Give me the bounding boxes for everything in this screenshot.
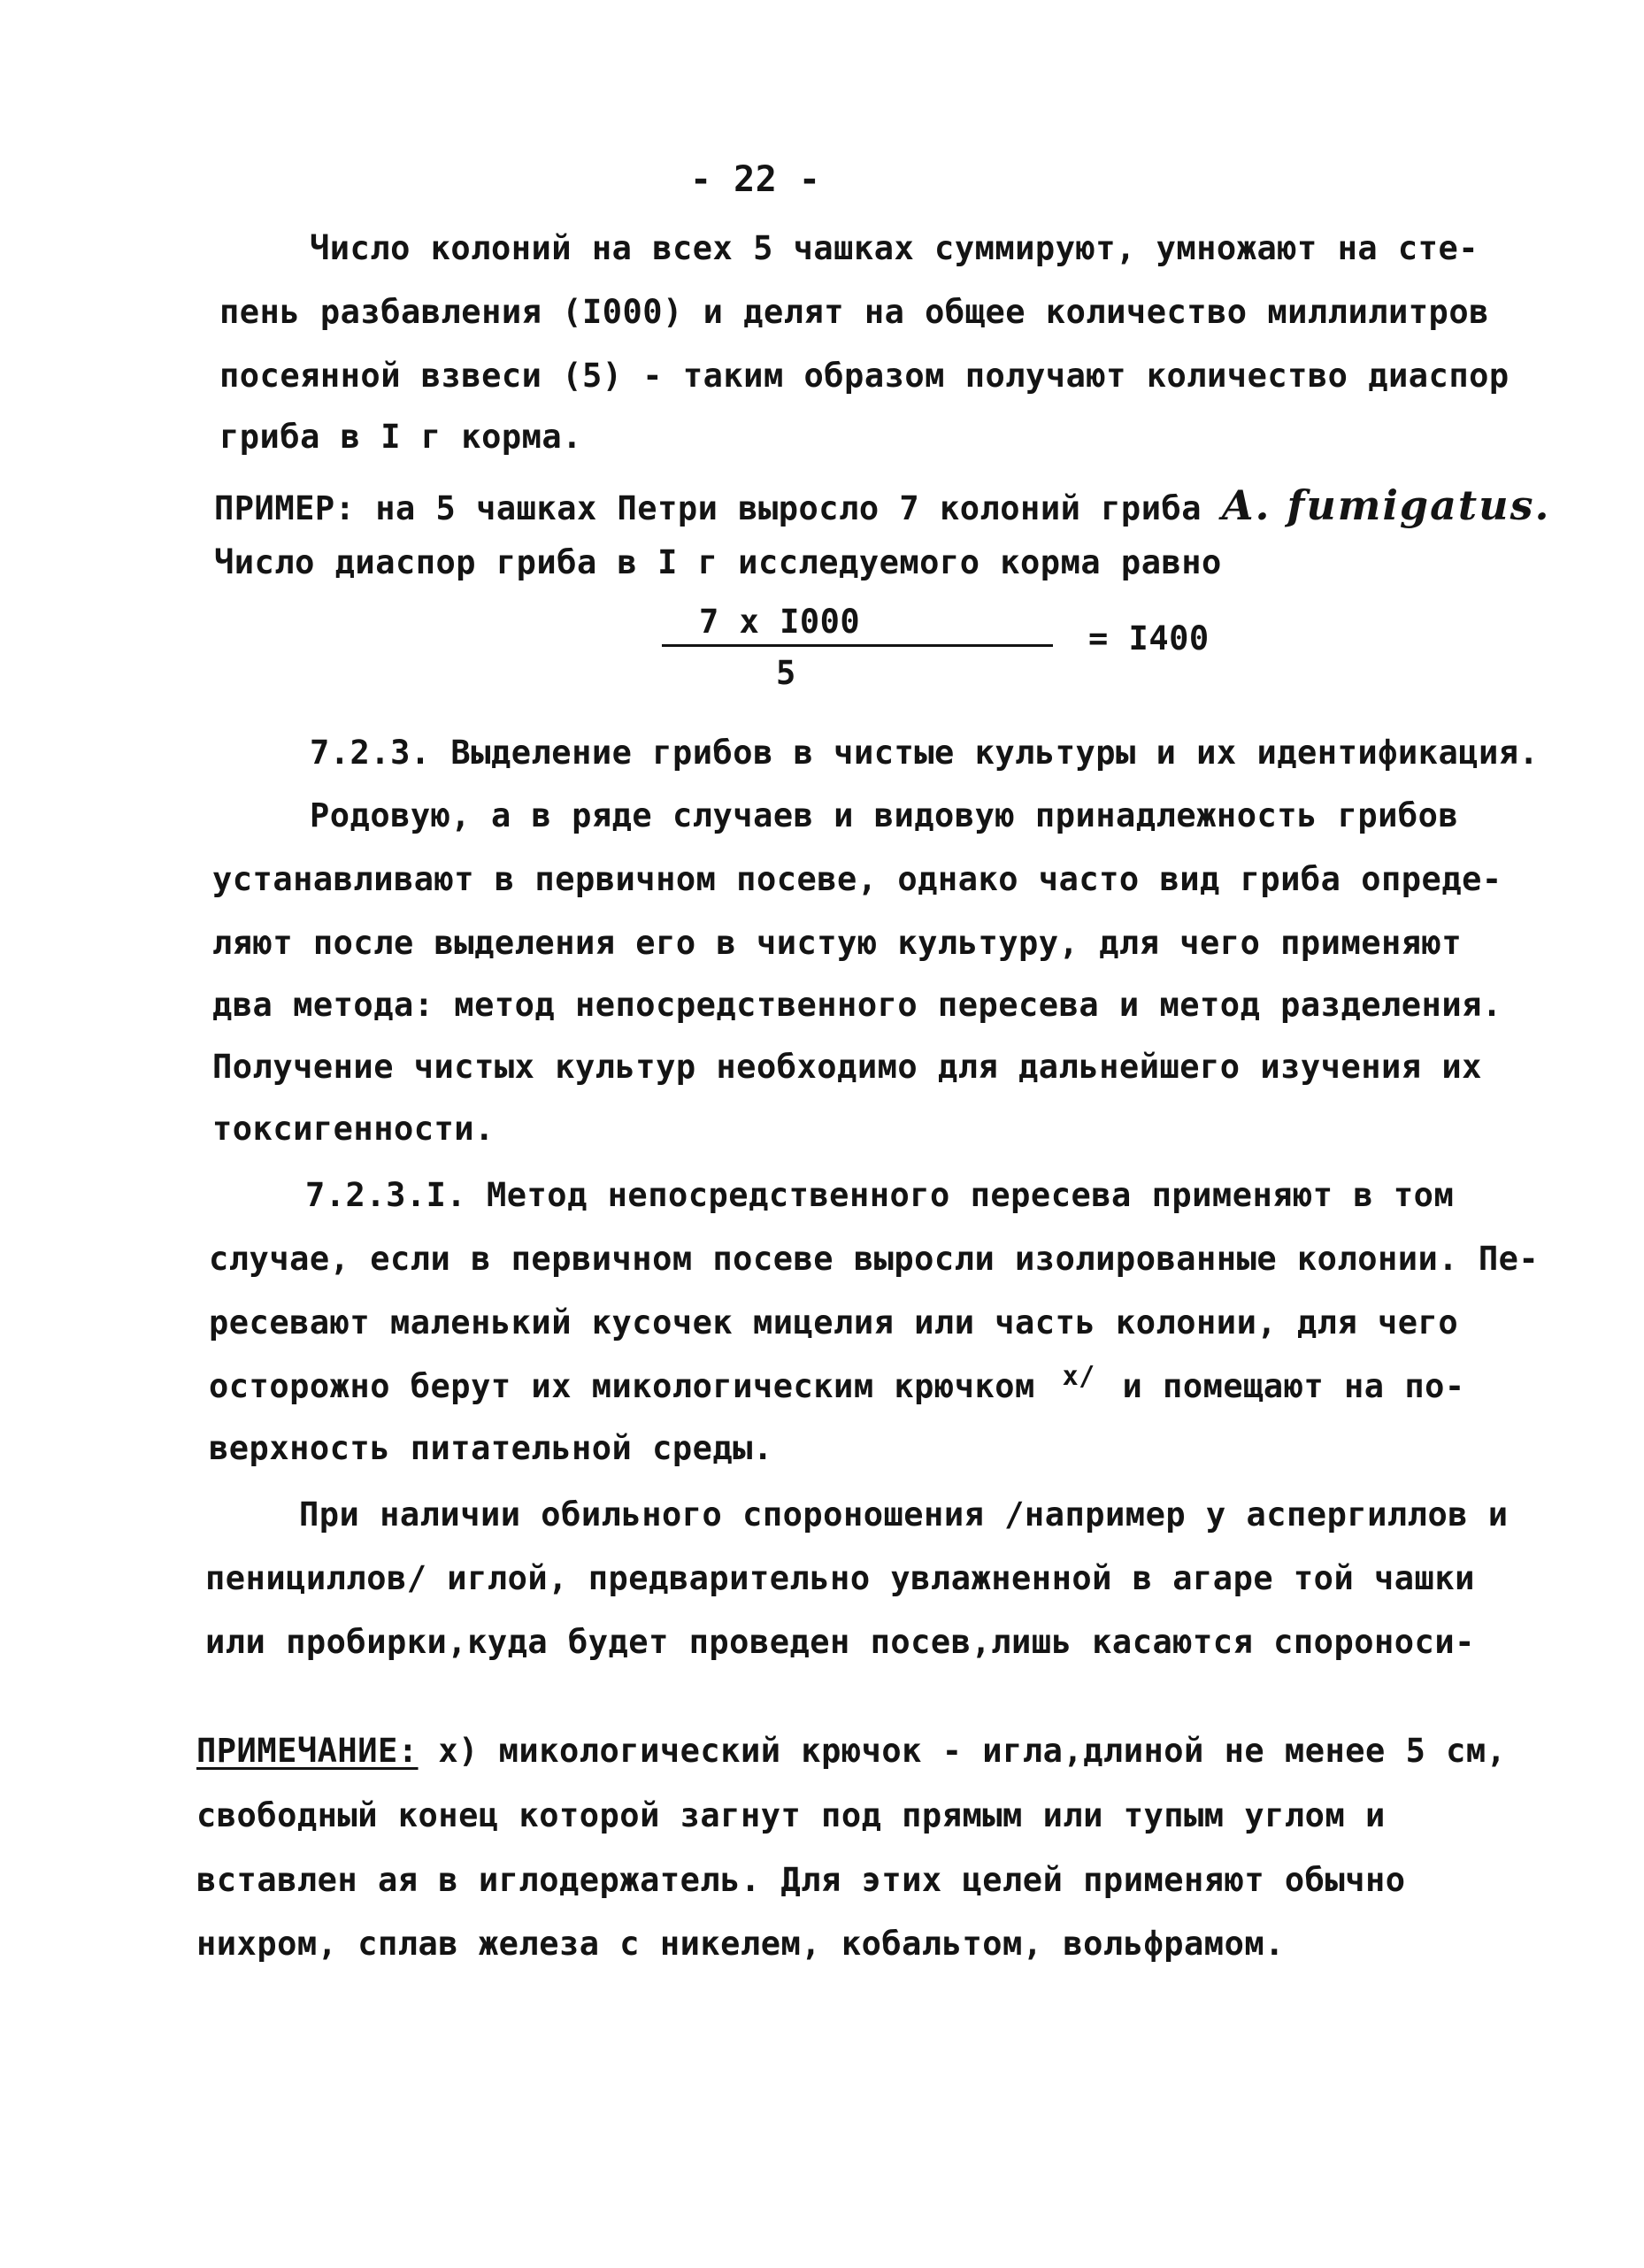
text-line: вставлен ая в иглодержатель. Для этих целей применяют обычно bbox=[196, 1861, 1406, 1899]
note-text: x) микологический крючок - игла,длиной не менее 5 см, bbox=[438, 1732, 1507, 1770]
example-label: ПРИМЕР: bbox=[214, 489, 356, 527]
note-label: ПРИМЕЧАНИЕ: bbox=[196, 1732, 419, 1770]
text-line: Получение чистых культур необходимо для дальнейшего изучения их bbox=[212, 1048, 1482, 1086]
text-line: ляют после выделения его в чистую культуру, для чего применяют bbox=[212, 924, 1463, 962]
fraction-bar bbox=[662, 644, 1053, 647]
page-number: - 22 - bbox=[690, 159, 821, 200]
text-line: свободный конец которой загнут под прямым или тупым углом и bbox=[196, 1796, 1386, 1834]
text-line: устанавливают в первичном посеве, однако часто вид гриба опреде- bbox=[212, 860, 1502, 898]
text-line: случае, если в первичном посеве выросли изолированные колонии. Пе- bbox=[209, 1240, 1540, 1278]
example-line bbox=[214, 481, 1551, 529]
text-line: или пробирки,куда будет проведен посев,лишь касаются спороноси- bbox=[205, 1623, 1475, 1661]
example-text: на 5 чашках Петри выросло 7 колоний гриба bbox=[375, 489, 1202, 527]
section-heading: 7.2.3.I. Метод непосредственного пересева применяют в том bbox=[305, 1176, 1455, 1214]
text-line bbox=[209, 1361, 1465, 1405]
text-line: Число колоний на всех 5 чашках суммируют, умножают на сте- bbox=[310, 229, 1479, 267]
text-line: ресевают маленький кусочек мицелия или часть колонии, для чего bbox=[209, 1303, 1459, 1342]
formula-result: = I400 bbox=[1088, 619, 1210, 657]
text-line: нихром, сплав железа с никелем, кобальтом, вольфрамом. bbox=[196, 1925, 1285, 1963]
formula-denominator: 5 bbox=[776, 654, 796, 692]
species-name: A. fumigatus. bbox=[1221, 481, 1551, 529]
text-line: два метода: метод непосредственного пересева и метод разделения. bbox=[212, 986, 1502, 1024]
text-line: Число диаспор гриба в I г исследуемого корма равно bbox=[214, 543, 1222, 581]
text-line: верхность питательной среды. bbox=[209, 1429, 773, 1467]
text-line: пенициллов/ иглой, предварительно увлажненной в агаре той чашки bbox=[205, 1559, 1475, 1597]
text-line: пень разбавления (I000) и делят на общее количество миллилитров bbox=[219, 293, 1489, 331]
text-line: При наличии обильного спороношения /например у аспергиллов и bbox=[299, 1495, 1509, 1534]
section-heading: 7.2.3. Выделение грибов в чистые культуры и их идентификация. bbox=[310, 734, 1540, 772]
text-fragment: и помещают на по- bbox=[1122, 1367, 1465, 1405]
text-fragment: осторожно берут их микологическим крючком bbox=[209, 1367, 1035, 1405]
text-line: гриба в I г корма. bbox=[219, 418, 582, 456]
text-line: посеянной взвеси (5) - таким образом получают количество диаспор bbox=[219, 357, 1510, 395]
footnote-mark: x/ bbox=[1062, 1361, 1095, 1392]
text-line: токсигенности. bbox=[212, 1110, 495, 1148]
text-line: Родовую, а в ряде случаев и видовую принадлежность грибов bbox=[310, 796, 1459, 834]
formula-numerator: 7 x I000 bbox=[699, 603, 861, 641]
note-line bbox=[196, 1732, 1507, 1770]
